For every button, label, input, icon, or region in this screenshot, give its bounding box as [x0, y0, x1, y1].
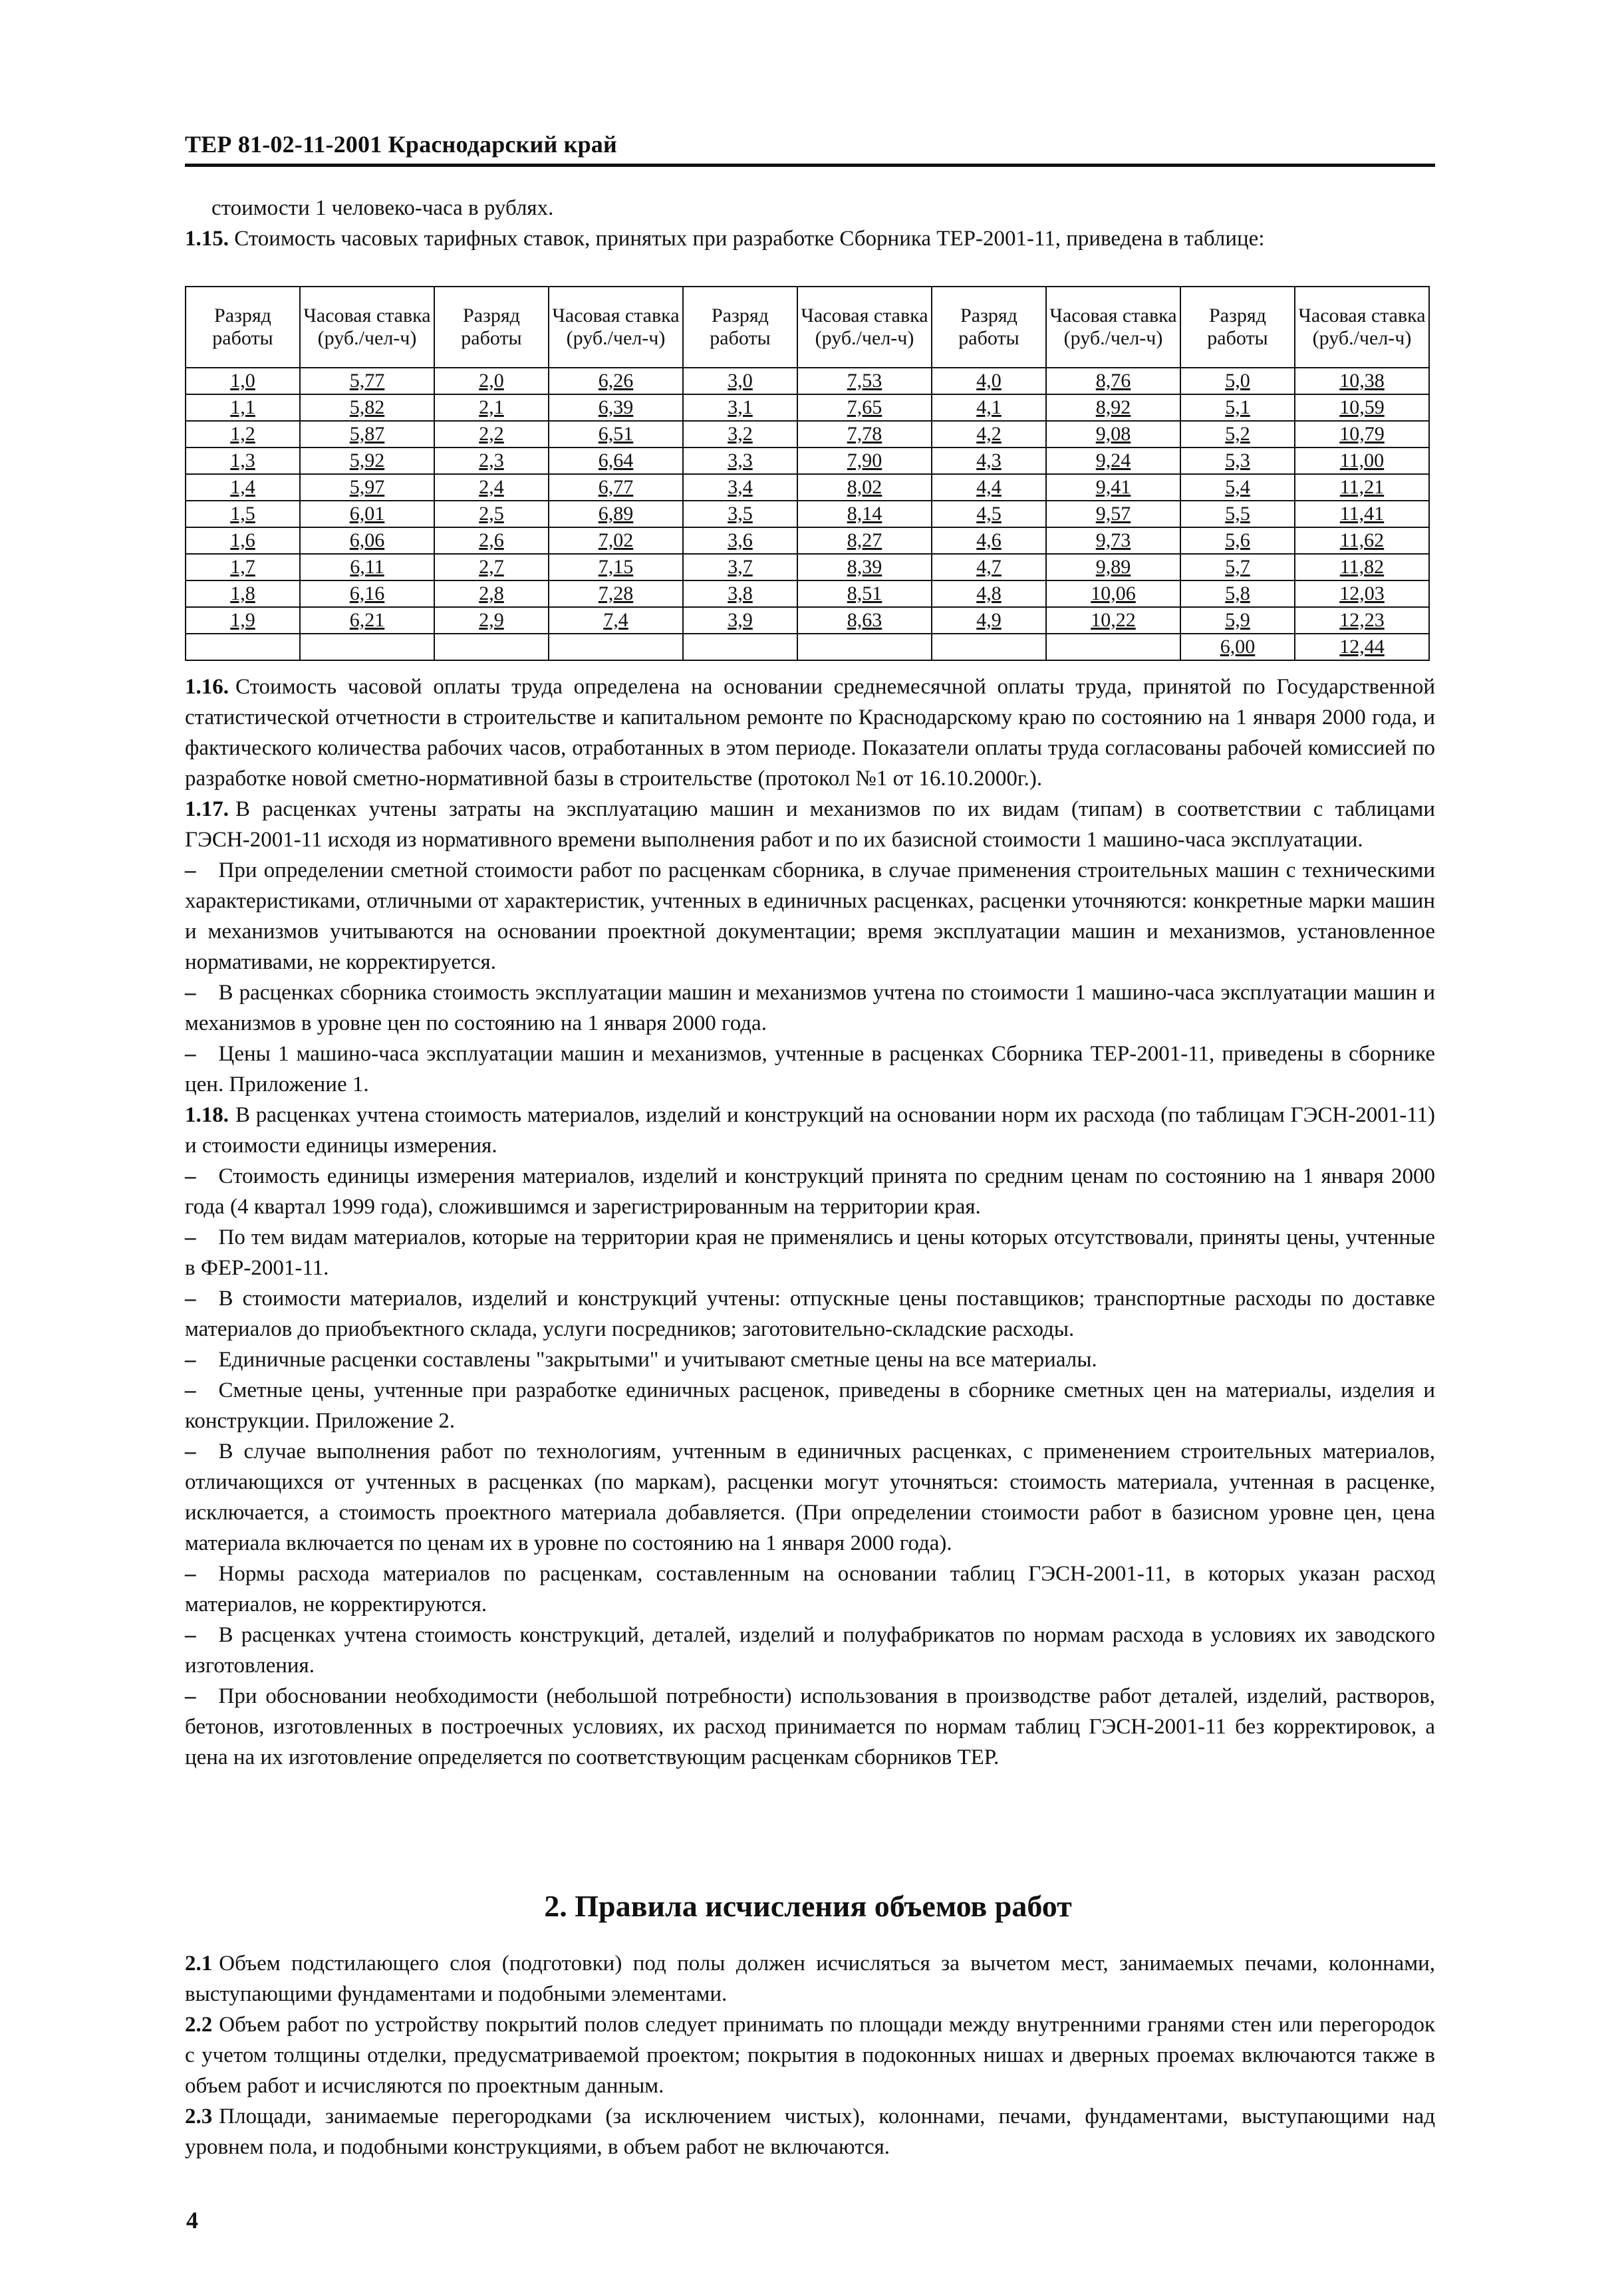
grade-cell: 3,5 — [683, 501, 797, 527]
paragraph-number: 2.2 — [185, 2013, 213, 2037]
grade-cell: 5,3 — [1180, 447, 1295, 474]
paragraph-text: В случае выполнения работ по технологиям, учтенным в единичных расценках, с применением строительных материалов, отличающихся от учтенных в расценках (по маркам), расценки могут уточняться: стоимость материала, учтенная в расценке, исключается, а стоимость проектного материала добавляется. (При определении стоимости работ в базисном уровне цен, цена материала включается по ценам их в уровне по состоянию на 1 января 2000 года). — [185, 1440, 1435, 1555]
rate-cell — [549, 634, 683, 660]
paragraph-text: Стоимость часовой оплаты труда определена на основании среднемесячной оплаты труда, принятой по Государственной статистической отчетности в строительстве и капитальном ремонте по Краснодарскому краю по состоянию на 1 января 2000 года, и фактического количества рабочих часов, отработанных в этом периоде. Показатели оплаты труда согласованы рабочей комиссией по разработке новой сметно-нормативной базы в строительстве (протокол №1 от 16.10.2000г.). — [185, 675, 1435, 791]
paragraph-number: 1.16. — [185, 675, 229, 699]
rate-cell: 6,51 — [549, 421, 683, 447]
paragraph — [185, 794, 1435, 855]
paragraph-text: Стоимость единицы измерения материалов, изделий и конструкций принята по средним ценам по состоянию на 1 января 2000 года (4 квартал 1999 года), сложившимся и зарегистрированным на территории края. — [185, 1164, 1435, 1219]
rate-cell: 6,89 — [549, 501, 683, 527]
rate-cell — [1046, 634, 1180, 660]
header-rule — [185, 164, 1435, 167]
grade-cell: 1,3 — [186, 447, 300, 474]
grade-cell: 3,3 — [683, 447, 797, 474]
section-title: 2. Правила исчисления объемов работ — [544, 1889, 1072, 1923]
paragraph — [185, 672, 1435, 794]
rate-cell: 10,06 — [1046, 580, 1180, 607]
main-text — [185, 672, 1435, 1773]
rate-cell: 5,97 — [300, 474, 434, 501]
paragraph-text: В стоимости материалов, изделий и конструкций учтены: отпускные цены поставщиков; транспортные расходы по доставке материалов до приобъектного склада, услуги посредников; заготовительно-складские расходы. — [185, 1287, 1435, 1341]
table-row — [186, 527, 1429, 554]
grade-cell: 5,0 — [1180, 368, 1295, 394]
grade-cell: 2,9 — [434, 607, 549, 634]
grade-cell: 2,0 — [434, 368, 549, 394]
paragraph-text: В расценках сборника стоимость эксплуатации машин и механизмов учтена по стоимости 1 машино-часа эксплуатации машин и механизмов в уровне цен по состоянию на 1 января 2000 года. — [185, 981, 1435, 1035]
grade-cell: 2,4 — [434, 474, 549, 501]
paragraph — [185, 1100, 1435, 1161]
paragraph — [185, 1620, 1435, 1681]
column-header: Часовая ставка (руб./чел-ч) — [797, 287, 932, 368]
rate-cell: 6,06 — [300, 527, 434, 554]
rate-cell: 10,38 — [1295, 368, 1429, 394]
table-row — [186, 447, 1429, 474]
dash-marker: – — [185, 1562, 196, 1586]
grade-cell: 3,2 — [683, 421, 797, 447]
paragraph — [185, 977, 1435, 1039]
paragraph — [185, 1161, 1435, 1222]
table-body — [186, 368, 1429, 660]
grade-cell: 2,8 — [434, 580, 549, 607]
grade-cell: 1,8 — [186, 580, 300, 607]
paragraph-text: Объем работ по устройству покрытий полов следует принимать по площади между внутренними гранями стен или перегородок с учетом толщины отделки, предусматриваемой проектом; покрытия в подоконных нишах и дверных проемах включаются также в объем работ и исчисляются по проектным данным. — [185, 2013, 1435, 2098]
grade-cell: 5,6 — [1180, 527, 1295, 554]
dash-marker: – — [185, 1287, 196, 1311]
grade-cell: 3,9 — [683, 607, 797, 634]
grade-cell: 3,6 — [683, 527, 797, 554]
grade-cell: 2,2 — [434, 421, 549, 447]
rate-cell: 8,51 — [797, 580, 932, 607]
grade-cell: 3,7 — [683, 554, 797, 580]
rate-cell: 7,53 — [797, 368, 932, 394]
rate-cell: 7,65 — [797, 394, 932, 421]
grade-cell: 5,7 — [1180, 554, 1295, 580]
paragraph-text: В расценках учтена стоимость материалов, изделий и конструкций на основании норм их расхода (по таблицам ГЭСН-2001-11) и стоимости единицы измерения. — [185, 1103, 1435, 1158]
grade-cell: 2,3 — [434, 447, 549, 474]
paragraph-number: 1.15. — [185, 227, 229, 251]
section-2-text — [185, 1948, 1435, 2162]
grade-cell: 1,2 — [186, 421, 300, 447]
grade-cell: 4,4 — [932, 474, 1046, 501]
column-header: Разряд работы — [932, 287, 1046, 368]
table-row — [186, 554, 1429, 580]
grade-cell: 4,5 — [932, 501, 1046, 527]
paragraph — [185, 1039, 1435, 1100]
rate-cell: 10,59 — [1295, 394, 1429, 421]
column-header: Разряд работы — [683, 287, 797, 368]
rate-cell: 12,03 — [1295, 580, 1429, 607]
paragraph-text: При обосновании необходимости (небольшой потребности) использования в производстве работ деталей, изделий, растворов, бетонов, изготовленных в построечных условиях, их расход принимается по нормам таблиц ГЭСН-2001-11 без корректировок, а цена на их изготовление определяется по соответствующим расценкам сборников ТЕР. — [185, 1684, 1435, 1769]
rate-cell: 11,21 — [1295, 474, 1429, 501]
rate-cell: 7,78 — [797, 421, 932, 447]
grade-cell: 4,9 — [932, 607, 1046, 634]
paragraph-number: 2.3 — [185, 2105, 213, 2128]
grade-cell: 1,1 — [186, 394, 300, 421]
grade-cell: 2,5 — [434, 501, 549, 527]
rate-cell: 8,92 — [1046, 394, 1180, 421]
grade-cell: 5,4 — [1180, 474, 1295, 501]
rate-cell: 7,15 — [549, 554, 683, 580]
column-header: Разряд работы — [434, 287, 549, 368]
rate-cell: 6,64 — [549, 447, 683, 474]
grade-cell: 3,8 — [683, 580, 797, 607]
rate-cell: 8,02 — [797, 474, 932, 501]
rate-cell: 10,22 — [1046, 607, 1180, 634]
grade-cell: 4,2 — [932, 421, 1046, 447]
grade-cell: 6,00 — [1180, 634, 1295, 660]
grade-cell: 4,6 — [932, 527, 1046, 554]
page-header: ТЕР 81-02-11-2001 Краснодарский край — [185, 131, 617, 158]
rate-cell: 8,63 — [797, 607, 932, 634]
paragraph-1-15 — [185, 223, 1435, 254]
grade-cell: 2,7 — [434, 554, 549, 580]
grade-cell: 1,5 — [186, 501, 300, 527]
column-header: Часовая ставка (руб./чел-ч) — [549, 287, 683, 368]
grade-cell: 3,4 — [683, 474, 797, 501]
paragraph-text: По тем видам материалов, которые на территории края не применялись и цены которых отсутствовали, приняты цены, учтенные в ФЕР-2001-11. — [185, 1225, 1435, 1280]
paragraph-number: 1.17. — [185, 797, 229, 821]
grade-cell: 1,4 — [186, 474, 300, 501]
rate-cell: 6,01 — [300, 501, 434, 527]
paragraph-text: Единичные расценки составлены "закрытыми" и учитывают сметные цены на все материалы. — [218, 1348, 1097, 1372]
page-number: 4 — [186, 2207, 198, 2233]
rate-cell: 7,02 — [549, 527, 683, 554]
paragraph-number: 2.1 — [185, 1952, 213, 1976]
rate-cell: 5,77 — [300, 368, 434, 394]
rate-cell: 8,76 — [1046, 368, 1180, 394]
dash-marker: – — [185, 858, 196, 882]
dash-marker: – — [185, 1440, 196, 1464]
tariff-rates-table — [185, 286, 1430, 661]
dash-marker: – — [185, 1348, 196, 1372]
rate-cell: 9,24 — [1046, 447, 1180, 474]
table-row — [186, 394, 1429, 421]
rate-cell: 6,16 — [300, 580, 434, 607]
paragraph-text: Нормы расхода материалов по расценкам, составленным на основании таблиц ГЭСН-2001-11, в которых указан расход материалов, не корректируются. — [185, 1562, 1435, 1616]
grade-cell — [186, 634, 300, 660]
paragraph — [185, 855, 1435, 977]
paragraph — [185, 2101, 1435, 2162]
paragraph — [185, 2009, 1435, 2101]
rate-cell: 8,27 — [797, 527, 932, 554]
rate-cell: 7,4 — [549, 607, 683, 634]
grade-cell: 1,9 — [186, 607, 300, 634]
paragraph-text: Сметные цены, учтенные при разработке единичных расценок, приведены в сборнике сметных цен на материалы, изделия и конструкции. Приложение 2. — [185, 1378, 1435, 1433]
paragraph — [185, 1344, 1435, 1375]
grade-cell: 4,8 — [932, 580, 1046, 607]
intro-line: стоимости 1 человеко-часа в рублях. — [211, 196, 554, 220]
grade-cell: 5,5 — [1180, 501, 1295, 527]
grade-cell: 1,0 — [186, 368, 300, 394]
rate-cell: 8,14 — [797, 501, 932, 527]
intro-block — [185, 193, 1435, 254]
grade-cell: 4,3 — [932, 447, 1046, 474]
rate-cell: 9,73 — [1046, 527, 1180, 554]
paragraph — [185, 1283, 1435, 1344]
table-row — [186, 474, 1429, 501]
paragraph-number: 1.18. — [185, 1103, 229, 1127]
rate-cell: 9,41 — [1046, 474, 1180, 501]
rate-cell: 5,82 — [300, 394, 434, 421]
paragraph-text: При определении сметной стоимости работ по расценкам сборника, в случае применения строительных машин с техническими характеристиками, отличными от характеристик, учтенных в единичных расценках, расценки уточняются: конкретные марки машин и механизмов учитываются на основании проектной документации; время эксплуатации машин и механизмов, установленное нормативами, не корректируется. — [185, 858, 1435, 974]
grade-cell: 5,1 — [1180, 394, 1295, 421]
paragraph — [185, 1222, 1435, 1283]
rate-cell — [797, 634, 932, 660]
grade-cell: 3,1 — [683, 394, 797, 421]
column-header: Часовая ставка (руб./чел-ч) — [1046, 287, 1180, 368]
rate-cell: 7,28 — [549, 580, 683, 607]
grade-cell: 2,1 — [434, 394, 549, 421]
rate-cell: 9,08 — [1046, 421, 1180, 447]
paragraph-text: Стоимость часовых тарифных ставок, принятых при разработке Сборника ТЕР-2001-11, приведена в таблице: — [234, 227, 1265, 251]
grade-cell — [434, 634, 549, 660]
dash-marker: – — [185, 1623, 196, 1647]
rate-cell — [300, 634, 434, 660]
dash-marker: – — [185, 1378, 196, 1402]
paragraph — [185, 1375, 1435, 1436]
rate-cell: 6,77 — [549, 474, 683, 501]
paragraph — [185, 1436, 1435, 1559]
table-row — [186, 421, 1429, 447]
table-row — [186, 607, 1429, 634]
table-row — [186, 580, 1429, 607]
grade-cell — [932, 634, 1046, 660]
rate-cell: 5,92 — [300, 447, 434, 474]
grade-cell: 5,2 — [1180, 421, 1295, 447]
dash-marker: – — [185, 1164, 196, 1188]
grade-cell: 4,7 — [932, 554, 1046, 580]
paragraph — [185, 1681, 1435, 1773]
rate-cell: 11,41 — [1295, 501, 1429, 527]
rate-cell: 5,87 — [300, 421, 434, 447]
grade-cell: 5,8 — [1180, 580, 1295, 607]
rate-cell: 9,89 — [1046, 554, 1180, 580]
grade-cell: 2,6 — [434, 527, 549, 554]
paragraph-text: Площади, занимаемые перегородками (за исключением чистых), колоннами, печами, фундаментами, выступающими над уровнем пола, и подобными конструкциями, в объем работ не включаются. — [185, 2105, 1435, 2159]
rate-cell: 6,26 — [549, 368, 683, 394]
table-header-row — [186, 287, 1429, 368]
dash-marker: – — [185, 1684, 196, 1708]
table-row — [186, 634, 1429, 660]
rate-cell: 6,11 — [300, 554, 434, 580]
column-header: Часовая ставка (руб./чел-ч) — [300, 287, 434, 368]
rate-cell: 9,57 — [1046, 501, 1180, 527]
dash-marker: – — [185, 981, 196, 1005]
rate-cell: 7,90 — [797, 447, 932, 474]
paragraph-text: В расценках учтена стоимость конструкций, деталей, изделий и полуфабрикатов по нормам расхода в условиях их заводского изготовления. — [185, 1623, 1435, 1678]
rate-cell: 12,23 — [1295, 607, 1429, 634]
grade-cell: 4,1 — [932, 394, 1046, 421]
column-header: Разряд работы — [1180, 287, 1295, 368]
table-row — [186, 368, 1429, 394]
grade-cell — [683, 634, 797, 660]
paragraph-text: Объем подстилающего слоя (подготовки) под полы должен исчисляться за вычетом мест, занимаемых печами, колоннами, выступающими фундаментами и подобными элементами. — [185, 1952, 1435, 2006]
table-row — [186, 501, 1429, 527]
rate-cell: 11,00 — [1295, 447, 1429, 474]
dash-marker: – — [185, 1225, 196, 1249]
rate-cell: 6,39 — [549, 394, 683, 421]
grade-cell: 3,0 — [683, 368, 797, 394]
rate-cell: 12,44 — [1295, 634, 1429, 660]
column-header: Часовая ставка (руб./чел-ч) — [1295, 287, 1429, 368]
grade-cell: 4,0 — [932, 368, 1046, 394]
column-header: Разряд работы — [186, 287, 300, 368]
grade-cell: 5,9 — [1180, 607, 1295, 634]
rate-cell: 6,21 — [300, 607, 434, 634]
grade-cell: 1,7 — [186, 554, 300, 580]
grade-cell: 1,6 — [186, 527, 300, 554]
paragraph — [185, 1559, 1435, 1620]
rate-cell: 10,79 — [1295, 421, 1429, 447]
rate-cell: 8,39 — [797, 554, 932, 580]
paragraph — [185, 1948, 1435, 2009]
paragraph-text: В расценках учтены затраты на эксплуатацию машин и механизмов по их видам (типам) в соответствии с таблицами ГЭСН-2001-11 исходя из нормативного времени выполнения работ и по их базисной стоимости 1 машино-часа эксплуатации. — [185, 797, 1435, 852]
paragraph-text: Цены 1 машино-часа эксплуатации машин и механизмов, учтенные в расценках Сборника ТЕР-2001-11, приведены в сборнике цен. Приложение 1. — [185, 1042, 1435, 1096]
rate-cell: 11,62 — [1295, 527, 1429, 554]
dash-marker: – — [185, 1042, 196, 1066]
rate-cell: 11,82 — [1295, 554, 1429, 580]
